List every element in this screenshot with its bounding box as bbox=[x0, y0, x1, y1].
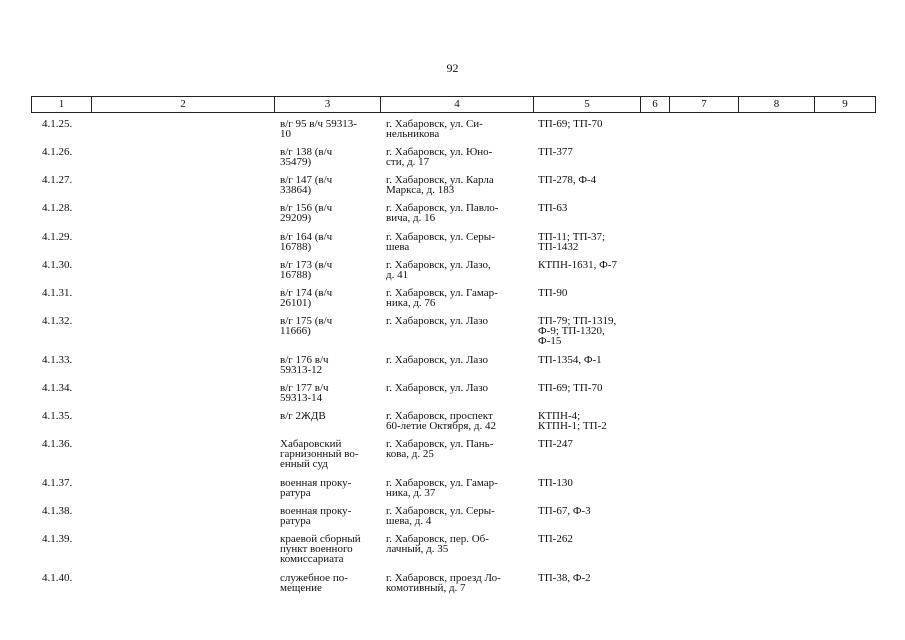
object-address bbox=[386, 439, 531, 459]
object-address-line: г. Хабаровск, ул. Серы- bbox=[386, 231, 495, 243]
object-name-line: 33864) bbox=[280, 184, 312, 196]
object-name-line: в/г 95 в/ч 59313- bbox=[280, 118, 357, 130]
substation-line: ТП-1354, Ф-1 bbox=[538, 354, 602, 366]
object-address-line: ника, д. 76 bbox=[386, 297, 436, 309]
row-number: 4.1.33. bbox=[42, 354, 73, 366]
substation bbox=[538, 573, 648, 583]
substation-line: ТП-69; ТП-70 bbox=[538, 118, 603, 130]
object-address-line: сти, д. 17 bbox=[386, 156, 430, 168]
object-address-line: комотивный, д. 7 bbox=[386, 582, 466, 594]
object-name-line: в/г 174 (в/ч bbox=[280, 287, 333, 299]
substation bbox=[538, 288, 648, 298]
object-name-line: гарнизонный во- bbox=[280, 448, 359, 460]
object-address-line: д. 41 bbox=[386, 269, 409, 281]
object-address-line: шева, д. 4 bbox=[386, 515, 432, 527]
object-address-line: г. Хабаровск, пер. Об- bbox=[386, 533, 489, 545]
object-name-line: в/г 176 в/ч bbox=[280, 354, 329, 366]
substation-line: Ф-9; ТП-1320, bbox=[538, 325, 605, 337]
object-name bbox=[280, 439, 380, 469]
substation bbox=[538, 203, 648, 213]
substation-line: ТП-1432 bbox=[538, 241, 579, 253]
header-col-1: 1 bbox=[32, 97, 92, 112]
object-address-line: шева bbox=[386, 241, 410, 253]
substation bbox=[538, 260, 648, 270]
substation-line: ТП-38, Ф-2 bbox=[538, 572, 591, 584]
object-address-line: нельникова bbox=[386, 128, 440, 140]
object-name bbox=[280, 203, 380, 223]
header-col-6: 6 bbox=[641, 97, 670, 112]
object-name-line: комиссариата bbox=[280, 553, 344, 565]
object-name-line: ратура bbox=[280, 515, 311, 527]
substation-line: ТП-69; ТП-70 bbox=[538, 382, 603, 394]
object-address bbox=[386, 175, 531, 195]
substation-line: КТПН-4; bbox=[538, 410, 581, 422]
object-name-line: 35479) bbox=[280, 156, 312, 168]
row-number: 4.1.26. bbox=[42, 146, 73, 158]
substation bbox=[538, 534, 648, 544]
object-address-line: г. Хабаровск, ул. Лазо, bbox=[386, 259, 491, 271]
object-address-line: кова, д. 25 bbox=[386, 448, 434, 460]
object-address bbox=[386, 288, 531, 308]
object-name-line: 59313-14 bbox=[280, 392, 323, 404]
row-number: 4.1.25. bbox=[42, 118, 73, 130]
object-name-line: в/г 173 (в/ч bbox=[280, 259, 333, 271]
header-col-2: 2 bbox=[92, 97, 275, 112]
object-address-line: лачный, д. 35 bbox=[386, 543, 449, 555]
object-name bbox=[280, 355, 380, 375]
object-name bbox=[280, 316, 380, 336]
object-name-line: краевой сборный bbox=[280, 533, 361, 545]
row-number: 4.1.31. bbox=[42, 287, 73, 299]
substation bbox=[538, 316, 648, 346]
row-number: 4.1.35. bbox=[42, 410, 73, 422]
object-address-line: г. Хабаровск, проезд Ло- bbox=[386, 572, 501, 584]
page-number: 92 bbox=[446, 61, 459, 75]
object-address bbox=[386, 573, 531, 593]
object-address bbox=[386, 355, 531, 365]
object-name bbox=[280, 119, 380, 139]
row-number: 4.1.32. bbox=[42, 315, 73, 327]
object-name bbox=[280, 288, 380, 308]
row-number: 4.1.30. bbox=[42, 259, 73, 271]
substation bbox=[538, 119, 648, 129]
object-address-line: г. Хабаровск, ул. Пань- bbox=[386, 438, 494, 450]
object-name bbox=[280, 573, 380, 593]
object-name bbox=[280, 232, 380, 252]
object-name bbox=[280, 175, 380, 195]
object-address-line: г. Хабаровск, ул. Лазо bbox=[386, 315, 489, 327]
object-name-line: в/г 147 (в/ч bbox=[280, 174, 333, 186]
substation-line: ТП-11; ТП-37; bbox=[538, 231, 606, 243]
object-address bbox=[386, 506, 531, 526]
object-name-line: 16788) bbox=[280, 241, 312, 253]
row-number: 4.1.27. bbox=[42, 174, 73, 186]
substation bbox=[538, 439, 648, 449]
header-col-7: 7 bbox=[670, 97, 739, 112]
substation-line: ТП-67, Ф-3 bbox=[538, 505, 591, 517]
substation-line: ТП-247 bbox=[538, 438, 573, 450]
header-col-9: 9 bbox=[842, 98, 848, 110]
object-address-line: г. Хабаровск, ул. Лазо bbox=[386, 354, 489, 366]
table-header bbox=[31, 96, 876, 113]
object-name-line: военная проку- bbox=[280, 505, 352, 517]
object-address bbox=[386, 232, 531, 252]
row-number: 4.1.34. bbox=[42, 382, 73, 394]
object-name-line: 26101) bbox=[280, 297, 312, 309]
row-number: 4.1.28. bbox=[42, 202, 73, 214]
object-address-line: г. Хабаровск, ул. Карла bbox=[386, 174, 494, 186]
row-number: 4.1.37. bbox=[42, 477, 73, 489]
object-name-line: в/г 156 (в/ч bbox=[280, 202, 333, 214]
object-address bbox=[386, 119, 531, 139]
object-name-line: Хабаровский bbox=[280, 438, 342, 450]
object-name-line: ратура bbox=[280, 487, 311, 499]
object-name-line: 29209) bbox=[280, 212, 312, 224]
substation-line: ТП-377 bbox=[538, 146, 573, 158]
substation-line: ТП-262 bbox=[538, 533, 573, 545]
object-name bbox=[280, 383, 380, 403]
object-address-line: г. Хабаровск, ул. Серы- bbox=[386, 505, 495, 517]
substation-line: КТПН-1631, Ф-7 bbox=[538, 259, 617, 271]
object-name-line: мещение bbox=[280, 582, 322, 594]
object-address-line: г. Хабаровск, ул. Гамар- bbox=[386, 477, 498, 489]
object-name-line: в/г 175 (в/ч bbox=[280, 315, 333, 327]
substation bbox=[538, 355, 648, 365]
substation-line: ТП-63 bbox=[538, 202, 568, 214]
row-number: 4.1.38. bbox=[42, 505, 73, 517]
header-col-5: 5 bbox=[534, 97, 641, 112]
object-address-line: Маркса, д. 183 bbox=[386, 184, 455, 196]
object-address bbox=[386, 411, 531, 431]
object-address-line: г. Хабаровск, ул. Юно- bbox=[386, 146, 493, 158]
substation-line: ТП-278, Ф-4 bbox=[538, 174, 597, 186]
substation bbox=[538, 232, 648, 252]
header-col-8: 8 bbox=[739, 97, 815, 112]
object-name-line: в/г 177 в/ч bbox=[280, 382, 329, 394]
object-name bbox=[280, 411, 380, 421]
object-name-line: 11666) bbox=[280, 325, 311, 337]
object-name-line: служебное по- bbox=[280, 572, 348, 584]
object-name-line: 10 bbox=[280, 128, 291, 140]
object-name bbox=[280, 478, 380, 498]
object-address-line: г. Хабаровск, ул. Си- bbox=[386, 118, 483, 130]
object-name bbox=[280, 506, 380, 526]
object-name-line: пункт военного bbox=[280, 543, 353, 555]
object-name-line: в/г 164 (в/ч bbox=[280, 231, 333, 243]
object-address bbox=[386, 203, 531, 223]
substation bbox=[538, 411, 648, 431]
substation bbox=[538, 147, 648, 157]
object-address-line: г. Хабаровск, проспект bbox=[386, 410, 493, 422]
substation-line: ТП-130 bbox=[538, 477, 573, 489]
object-name-line: 59313-12 bbox=[280, 364, 323, 376]
row-number: 4.1.36. bbox=[42, 438, 73, 450]
object-address-line: г. Хабаровск, ул. Павло- bbox=[386, 202, 499, 214]
object-name-line: енный суд bbox=[280, 458, 328, 470]
substation-line: Ф-15 bbox=[538, 335, 562, 347]
object-address bbox=[386, 478, 531, 498]
substation bbox=[538, 175, 648, 185]
row-number: 4.1.40. bbox=[42, 572, 73, 584]
object-name bbox=[280, 147, 380, 167]
object-address-line: г. Хабаровск, ул. Гамар- bbox=[386, 287, 498, 299]
object-address-line: 60-летие Октября, д. 42 bbox=[386, 420, 496, 432]
object-address-line: г. Хабаровск, ул. Лазо bbox=[386, 382, 489, 394]
object-name-line: в/г 138 (в/ч bbox=[280, 146, 333, 158]
object-name bbox=[280, 534, 380, 564]
substation-line: ТП-90 bbox=[538, 287, 568, 299]
substation bbox=[538, 383, 648, 393]
substation bbox=[538, 478, 648, 488]
object-name bbox=[280, 260, 380, 280]
object-address bbox=[386, 534, 531, 554]
substation bbox=[538, 506, 648, 516]
object-name-line: в/г 2ЖДВ bbox=[280, 410, 326, 422]
object-address bbox=[386, 260, 531, 280]
row-number: 4.1.39. bbox=[42, 533, 73, 545]
object-address bbox=[386, 147, 531, 167]
object-name-line: военная проку- bbox=[280, 477, 352, 489]
object-address-line: вича, д. 16 bbox=[386, 212, 436, 224]
object-address bbox=[386, 316, 531, 326]
header-col-3: 3 bbox=[275, 97, 381, 112]
header-col-4: 4 bbox=[381, 97, 534, 112]
row-number: 4.1.29. bbox=[42, 231, 73, 243]
object-address-line: ника, д. 37 bbox=[386, 487, 436, 499]
substation-line: ТП-79; ТП-1319, bbox=[538, 315, 617, 327]
object-address bbox=[386, 383, 531, 393]
object-name-line: 16788) bbox=[280, 269, 312, 281]
substation-line: КТПН-1; ТП-2 bbox=[538, 420, 607, 432]
